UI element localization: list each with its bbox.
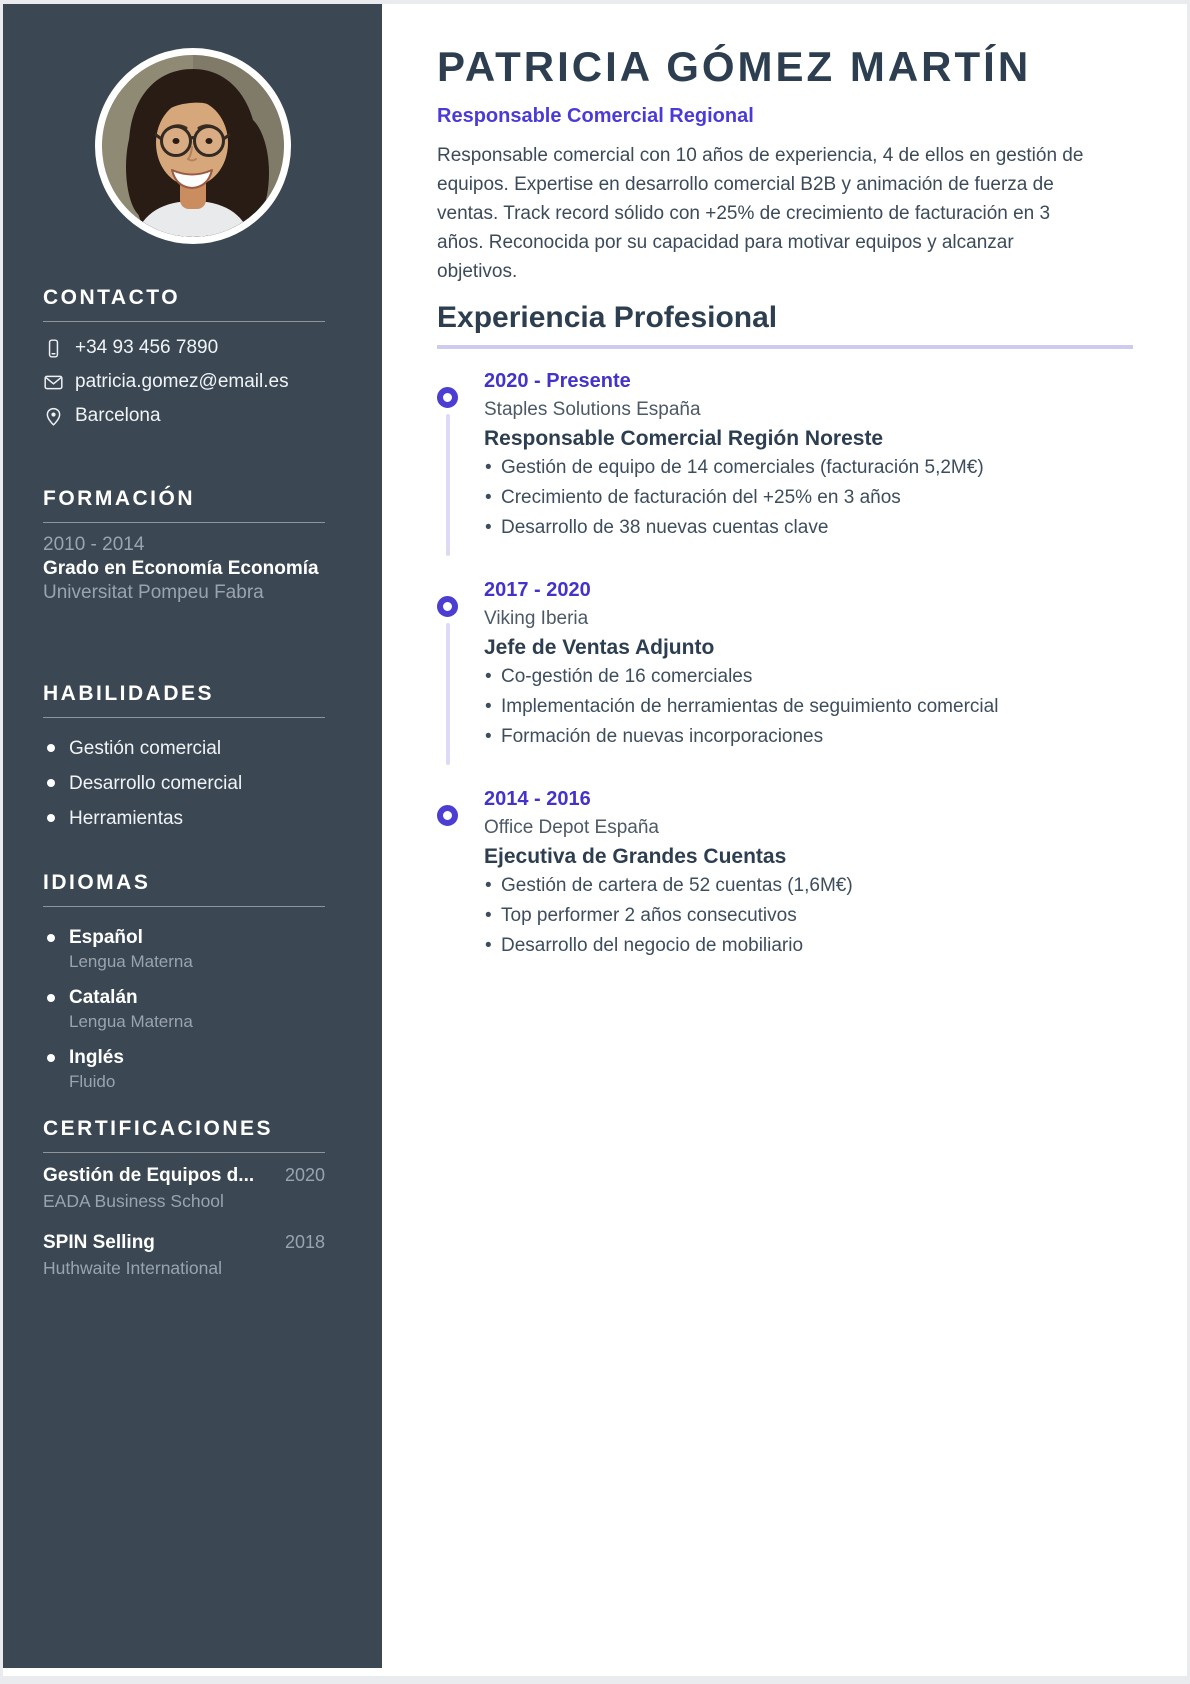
section-divider	[43, 1152, 325, 1153]
language-item	[43, 927, 325, 972]
language-item	[43, 1047, 325, 1092]
education-school: Universitat Pompeu Fabra	[43, 582, 264, 603]
job-company: Viking Iberia	[484, 608, 589, 630]
profile-summary: Responsable comercial con 10 años de experiencia, 4 de ellos en gestión de equipos. Expertise en desarrollo comercial B2B y animación de fuerza de ventas. Track record sólido con +25% de crecimiento de facturación en 3 años. Reconocida por su capacidad para motivar equipos y alcanzar objetivos.	[437, 145, 1084, 283]
contact-list	[43, 337, 325, 427]
timeline-marker-icon	[437, 387, 458, 408]
job-bullets	[484, 667, 1133, 747]
language-item	[43, 987, 325, 1032]
section-divider	[43, 717, 325, 718]
job-bullet: • Gestión de equipo de 14 comerciales (facturación 5,2M€)	[484, 458, 1133, 478]
contact-phone-row	[43, 337, 325, 359]
certifications-heading: CERTIFICACIONES	[43, 1117, 274, 1140]
candidate-name: PATRICIA GÓMEZ MARTÍN	[437, 43, 1032, 90]
certification-name: SPIN Selling	[43, 1232, 155, 1253]
profile-photo-wrap	[3, 48, 382, 249]
cv-page	[3, 4, 1187, 1676]
language-name: Catalán	[69, 987, 138, 1008]
job-company: Staples Solutions España	[484, 399, 701, 421]
job-bullet: • Formación de nuevas incorporaciones	[484, 727, 1133, 747]
language-name: Español	[69, 927, 143, 948]
certification-year: 2018	[284, 1232, 325, 1252]
languages-list	[43, 927, 325, 1092]
section-divider	[43, 522, 325, 523]
location-icon	[43, 406, 64, 427]
language-level: Lengua Materna	[69, 1012, 193, 1031]
certifications-list	[43, 1165, 325, 1279]
job-entry	[437, 370, 1133, 538]
contact-location-row	[43, 405, 325, 427]
job-bullets	[484, 876, 1133, 956]
job-bullet: • Co-gestión de 16 comerciales	[484, 667, 1133, 687]
email-icon	[43, 372, 64, 393]
education-section	[43, 487, 325, 604]
skills-list	[43, 738, 325, 830]
job-period: 2014 - 2016	[484, 788, 591, 811]
certification-item	[43, 1165, 325, 1212]
job-entry	[437, 579, 1133, 747]
sidebar	[3, 4, 382, 1668]
languages-heading: IDIOMAS	[43, 871, 151, 894]
job-bullet: • Desarrollo de 38 nuevas cuentas clave	[484, 518, 1133, 538]
job-entry	[437, 788, 1133, 956]
certification-issuer: Huthwaite International	[43, 1258, 222, 1278]
location-text: Barcelona	[75, 405, 161, 426]
section-divider	[43, 321, 325, 322]
certification-issuer: EADA Business School	[43, 1191, 224, 1211]
job-bullet: • Gestión de cartera de 52 cuentas (1,6M€)	[484, 876, 1133, 896]
timeline-marker-icon	[437, 805, 458, 826]
job-role: Ejecutiva de Grandes Cuentas	[484, 845, 787, 869]
timeline-marker-icon	[437, 596, 458, 617]
language-name: Inglés	[69, 1047, 124, 1068]
certification-item	[43, 1232, 325, 1279]
experience-heading: Experiencia Profesional	[437, 301, 1133, 349]
job-bullets	[484, 458, 1133, 538]
skills-heading: HABILIDADES	[43, 682, 215, 705]
job-period: 2017 - 2020	[484, 579, 591, 602]
skill-item: Desarrollo comercial	[43, 773, 325, 795]
experience-timeline	[437, 370, 1133, 956]
sidebar-content	[3, 286, 382, 1279]
section-divider	[43, 906, 325, 907]
job-bullet: • Implementación de herramientas de seguimiento comercial	[484, 697, 1133, 717]
education-degree: Grado en Economía Economía	[43, 558, 319, 579]
phone-number: +34 93 456 7890	[75, 337, 219, 358]
language-level: Fluido	[69, 1072, 116, 1091]
candidate-job-title: Responsable Comercial Regional	[437, 105, 754, 128]
skill-item: Gestión comercial	[43, 738, 325, 760]
main-content	[382, 4, 1187, 997]
contact-email-row	[43, 371, 325, 393]
portrait-photo-illustration	[102, 55, 284, 237]
skill-item: Herramientas	[43, 808, 325, 830]
education-heading: FORMACIÓN	[43, 487, 195, 510]
job-bullet: • Crecimiento de facturación del +25% en 3 años	[484, 488, 1133, 508]
contact-heading: CONTACTO	[43, 286, 181, 309]
skills-section	[43, 682, 325, 830]
job-period: 2020 - Presente	[484, 370, 631, 393]
avatar	[95, 48, 291, 244]
job-role: Jefe de Ventas Adjunto	[484, 636, 715, 660]
education-period: 2010 - 2014	[43, 534, 145, 555]
job-role: Responsable Comercial Región Noreste	[484, 427, 884, 451]
job-company: Office Depot España	[484, 817, 659, 839]
certification-name: Gestión de Equipos d...	[43, 1165, 255, 1186]
phone-icon	[43, 338, 64, 359]
languages-section	[43, 871, 325, 1092]
contact-section	[43, 286, 325, 427]
language-level: Lengua Materna	[69, 952, 193, 971]
email-address: patricia.gomez@email.es	[75, 371, 289, 392]
job-bullet: • Desarrollo del negocio de mobiliario	[484, 936, 1133, 956]
certification-year: 2020	[284, 1165, 325, 1185]
certifications-section	[43, 1117, 325, 1279]
job-bullet: • Top performer 2 años consecutivos	[484, 906, 1133, 926]
